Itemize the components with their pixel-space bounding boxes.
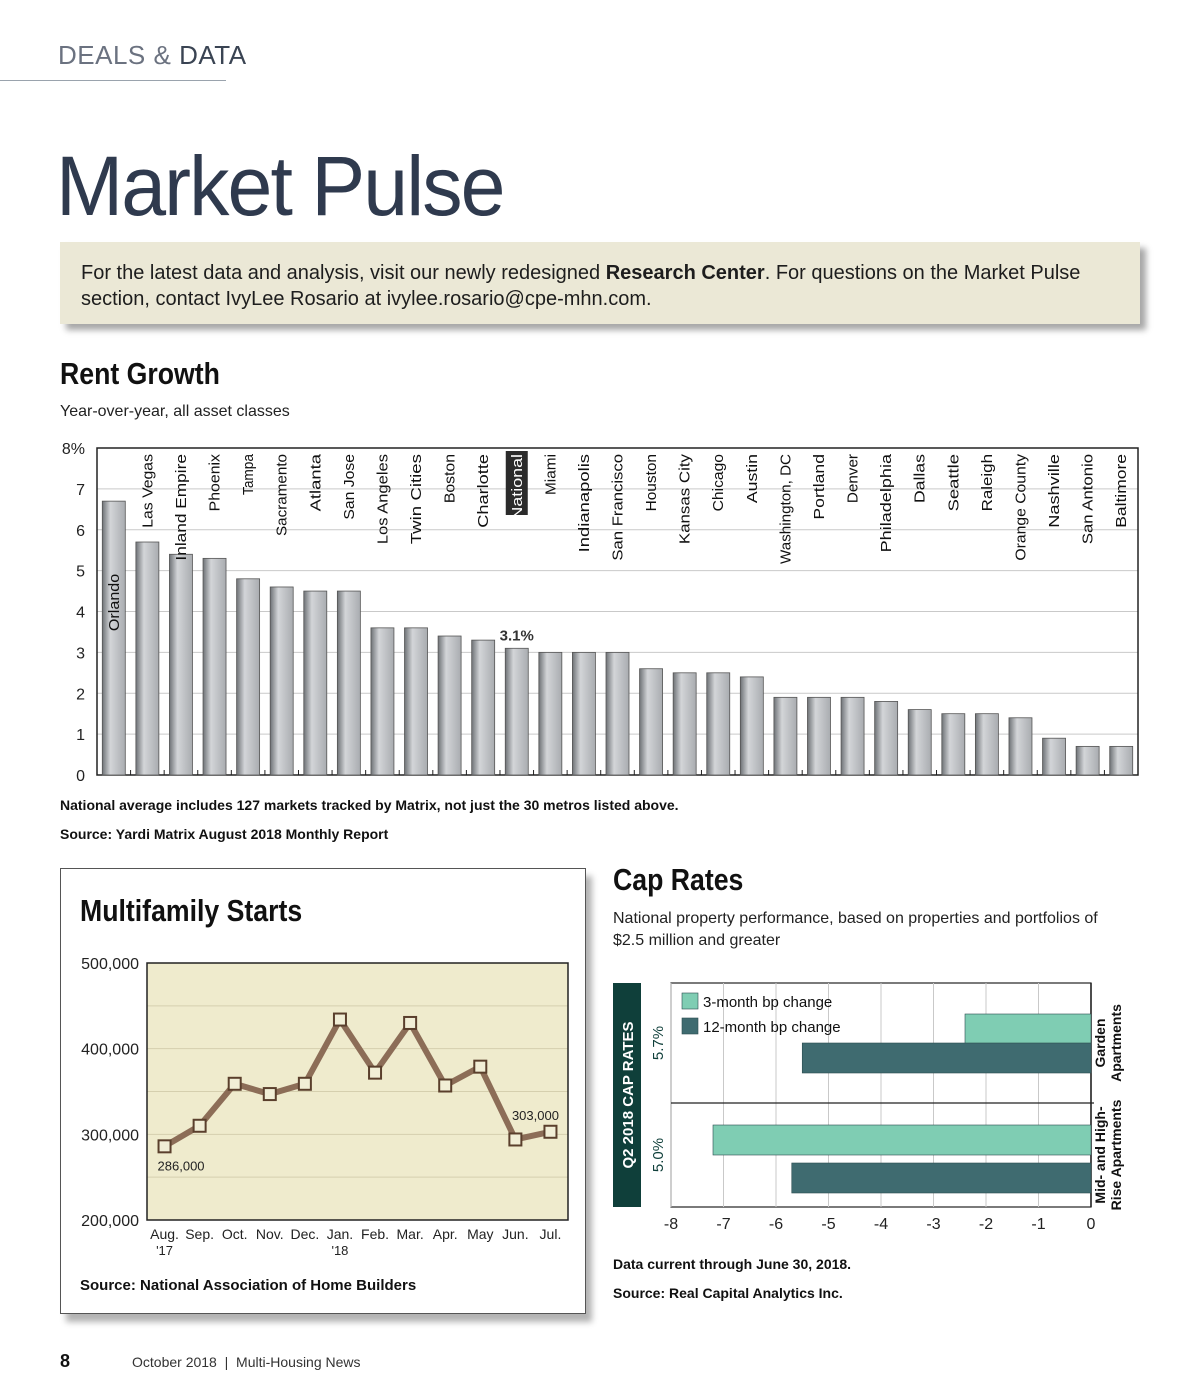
cap-legend-swatch-3-month bbox=[682, 993, 698, 1009]
rent-bar-washington-dc bbox=[774, 697, 797, 775]
rent-y-tick: 4 bbox=[76, 604, 85, 622]
page-title: Market Pulse bbox=[56, 139, 504, 233]
cap-x-tick: -3 bbox=[926, 1216, 941, 1233]
rent-category-label-sacramento: Sacramento bbox=[273, 455, 291, 536]
rent-y-tick: 0 bbox=[76, 768, 85, 785]
rent-category-label-nashville: Nashville bbox=[1046, 466, 1064, 528]
rent-bar-charlotte bbox=[472, 640, 495, 775]
cap-x-tick: -6 bbox=[768, 1216, 784, 1233]
cap-rates-subtitle-line-2: $2.5 million and greater bbox=[613, 932, 781, 949]
rent-category-label-denver: Denver bbox=[844, 454, 862, 504]
rent-bar-san-francisco bbox=[606, 652, 629, 775]
section-name-deals: DEALS & bbox=[58, 40, 172, 70]
cap-rates-chart bbox=[600, 975, 1190, 1245]
rent-bar-boston bbox=[438, 636, 461, 775]
intro-text-end: . For questions on the Market Pulse section, contact IvyLee Rosario at ivylee.rosario@cpe-mhn.com. bbox=[81, 262, 1081, 310]
cap-legend-label-12-month: 12-month bp change bbox=[703, 1019, 841, 1036]
starts-point-dec bbox=[299, 1078, 311, 1090]
rent-y-tick: 3 bbox=[76, 645, 85, 663]
rent-growth-subtitle: Year-over-year, all asset classes bbox=[60, 403, 290, 420]
rent-bar-chicago bbox=[707, 673, 730, 775]
multifamily-starts-chart bbox=[61, 949, 585, 1261]
rent-category-label-inland-empire: Inland Empire bbox=[172, 468, 190, 561]
starts-point-sep bbox=[194, 1120, 206, 1132]
rent-growth-chart bbox=[0, 430, 1200, 790]
rent-category-label-chicago: Chicago bbox=[710, 456, 728, 512]
section-header bbox=[58, 40, 247, 71]
cap-rates-source: Source: Real Capital Analytics Inc. bbox=[613, 1285, 843, 1301]
starts-x-label: Mar. bbox=[396, 1226, 424, 1242]
cap-legend-label-3-month: 3-month bp change bbox=[703, 994, 833, 1011]
rent-bar-las-vegas bbox=[136, 542, 159, 775]
rent-category-label-baltimore: Baltimore bbox=[1113, 464, 1131, 528]
rent-bar-san-jose bbox=[337, 591, 360, 775]
cap-x-tick: -5 bbox=[821, 1216, 836, 1233]
rent-growth-note: National average includes 127 markets tracked by Matrix, not just the 30 metros listed above. bbox=[60, 797, 679, 813]
rent-category-label-charlotte: Charlotte bbox=[475, 466, 493, 528]
rent-bar-dallas bbox=[908, 710, 931, 775]
rent-bar-sacramento bbox=[270, 587, 293, 775]
rent-bar-raleigh bbox=[975, 714, 998, 775]
rent-category-label-phoenix: Phoenix bbox=[206, 457, 224, 512]
cap-rates-subtitle-line-1: National property performance, based on properties and portfolios of bbox=[613, 910, 1098, 927]
starts-x-label: Oct. bbox=[221, 1226, 248, 1242]
rent-bar-tampa bbox=[237, 579, 260, 775]
rent-category-label-indianapolis: Indianapolis bbox=[575, 472, 593, 553]
rent-category-label-los-angeles: Los Angeles bbox=[374, 462, 392, 545]
rent-y-tick: 1 bbox=[76, 727, 85, 745]
starts-x-label: Jul. bbox=[539, 1226, 562, 1242]
cap-rate-value-garden: 5.7% bbox=[650, 1025, 667, 1061]
rent-y-tick: 2 bbox=[76, 686, 85, 704]
rent-category-label-austin: Austin bbox=[743, 461, 761, 504]
cap-legend-swatch-12-month bbox=[682, 1018, 698, 1034]
cap-category-label-line-2: Apartments bbox=[1108, 1004, 1124, 1082]
section-name-data: DATA bbox=[179, 40, 247, 70]
multifamily-starts-heading: Multifamily Starts bbox=[80, 893, 303, 928]
starts-x-label: Jan. bbox=[326, 1226, 354, 1242]
starts-x-label: Feb. bbox=[361, 1226, 390, 1242]
starts-point-may bbox=[474, 1061, 486, 1073]
rent-bar-inland-empire bbox=[169, 554, 192, 775]
rent-bar-atlanta bbox=[304, 591, 327, 775]
cap-rate-value-mid-and-high: 5.0% bbox=[650, 1137, 667, 1173]
rent-bar-twin-cities bbox=[405, 628, 428, 775]
footer-separator: | bbox=[224, 1354, 229, 1370]
starts-point-jul bbox=[544, 1126, 556, 1138]
rent-bar-kansas-city bbox=[673, 673, 696, 775]
starts-x-year-label: '18 bbox=[331, 1243, 349, 1258]
rent-bar-miami bbox=[539, 652, 562, 775]
starts-y-tick: 500,000 bbox=[81, 956, 139, 973]
cap-bar-mid-and-high-12-month bbox=[792, 1163, 1091, 1193]
rent-category-label-san-francisco: San Francisco bbox=[609, 464, 627, 561]
starts-point-jun bbox=[509, 1133, 521, 1145]
starts-last-value-label: 303,000 bbox=[511, 1107, 559, 1123]
rent-category-label-atlanta: Atlanta bbox=[307, 464, 325, 512]
footer-issue bbox=[132, 1354, 361, 1370]
rent-category-label-dallas: Dallas bbox=[911, 461, 929, 504]
starts-y-tick: 400,000 bbox=[81, 1041, 139, 1059]
starts-point-feb bbox=[369, 1067, 381, 1079]
intro-text bbox=[81, 260, 1121, 312]
rent-bar-seattle bbox=[942, 714, 965, 775]
rent-y-tick: 8% bbox=[61, 441, 85, 458]
cap-rates-subtitle bbox=[613, 908, 1173, 952]
multifamily-starts-box bbox=[60, 868, 586, 1314]
starts-x-label: Sep. bbox=[185, 1226, 215, 1242]
cap-category-label-line-2: Rise Apartments bbox=[1108, 1099, 1124, 1211]
rent-bar-orlando bbox=[102, 501, 125, 775]
rent-category-label-orange-county: Orange County bbox=[1012, 458, 1030, 561]
cap-x-tick: -7 bbox=[716, 1216, 731, 1233]
intro-box bbox=[60, 242, 1140, 324]
footer-publication: Multi-Housing News bbox=[236, 1354, 361, 1370]
rent-bar-phoenix bbox=[203, 558, 226, 775]
starts-y-tick: 200,000 bbox=[81, 1213, 139, 1230]
multifamily-starts-source: Source: National Association of Home Builders bbox=[80, 1277, 417, 1294]
rent-growth-heading: Rent Growth bbox=[60, 356, 220, 391]
starts-point-aug bbox=[159, 1140, 171, 1152]
starts-point-oct bbox=[229, 1078, 241, 1090]
starts-x-label: May bbox=[467, 1226, 494, 1242]
rent-bar-san-antonio bbox=[1076, 746, 1099, 775]
rent-category-label-raleigh: Raleigh bbox=[978, 460, 996, 512]
starts-x-label: Apr. bbox=[432, 1226, 458, 1242]
rent-y-tick: 5 bbox=[76, 563, 85, 581]
rent-category-label-seattle: Seattle bbox=[945, 464, 963, 512]
starts-y-tick: 300,000 bbox=[81, 1127, 139, 1145]
cap-rates-heading: Cap Rates bbox=[613, 862, 744, 897]
rent-category-label-kansas-city: Kansas City bbox=[676, 464, 694, 545]
rent-bar-orange-county bbox=[1009, 718, 1032, 775]
rent-bar-houston bbox=[640, 669, 663, 775]
rent-category-label-las-vegas: Las Vegas bbox=[139, 457, 157, 528]
cap-x-tick: -2 bbox=[978, 1216, 994, 1233]
starts-x-label: Nov. bbox=[255, 1226, 284, 1242]
rent-bar-portland bbox=[807, 697, 830, 775]
starts-point-nov bbox=[264, 1088, 276, 1100]
research-center-link[interactable]: Research Center bbox=[605, 262, 765, 284]
starts-x-label: Aug. bbox=[150, 1226, 179, 1242]
cap-side-title: Q2 2018 CAP RATES bbox=[620, 1021, 637, 1169]
rent-category-label-houston: Houston bbox=[643, 455, 661, 512]
rent-bar-national bbox=[505, 648, 528, 775]
rent-y-tick: 6 bbox=[76, 522, 85, 540]
cap-x-tick: -1 bbox=[1031, 1216, 1046, 1233]
rent-category-label-boston: Boston bbox=[441, 456, 459, 504]
rent-bar-denver bbox=[841, 697, 864, 775]
rent-category-label-san-antonio: San Antonio bbox=[1079, 463, 1097, 545]
starts-x-label: Dec. bbox=[290, 1226, 320, 1242]
rent-category-label-san-jose: San Jose bbox=[340, 457, 358, 520]
rent-category-label-national: National bbox=[508, 464, 526, 520]
starts-x-label: Jun. bbox=[502, 1226, 529, 1242]
starts-first-value-label: 286,000 bbox=[157, 1158, 205, 1174]
rent-bar-austin bbox=[740, 677, 763, 775]
cap-bar-mid-and-high-3-month bbox=[713, 1125, 1091, 1155]
rent-category-label-tampa: Tampa bbox=[240, 449, 258, 495]
rent-bar-indianapolis bbox=[572, 652, 595, 775]
rent-bar-baltimore bbox=[1110, 746, 1133, 775]
cap-category-label-line-1: Garden bbox=[1092, 1018, 1108, 1068]
rent-y-tick: 7 bbox=[76, 481, 85, 499]
rent-category-label-miami: Miami bbox=[542, 455, 560, 495]
cap-x-tick: 0 bbox=[1086, 1216, 1096, 1233]
rent-category-label-orlando: Orlando bbox=[105, 577, 123, 632]
cap-x-tick: -4 bbox=[873, 1216, 889, 1233]
national-value-label: 3.1% bbox=[499, 627, 534, 645]
header-divider bbox=[0, 80, 226, 81]
starts-point-jan bbox=[334, 1014, 346, 1026]
page-number: 8 bbox=[60, 1351, 71, 1371]
rent-bar-los-angeles bbox=[371, 628, 394, 775]
rent-bar-nashville bbox=[1043, 738, 1066, 775]
intro-text-start: For the latest data and analysis, visit our newly redesigned bbox=[81, 262, 606, 284]
starts-point-mar bbox=[404, 1017, 416, 1029]
cap-x-tick: -8 bbox=[663, 1216, 679, 1233]
rent-growth-source: Source: Yardi Matrix August 2018 Monthly Report bbox=[60, 826, 389, 842]
starts-x-year-label: '17 bbox=[156, 1243, 174, 1258]
cap-bar-garden-12-month bbox=[802, 1043, 1091, 1073]
cap-category-label-line-1: Mid- and High- bbox=[1092, 1106, 1108, 1204]
rent-bar-philadelphia bbox=[875, 701, 898, 775]
starts-point-apr bbox=[439, 1080, 451, 1092]
rent-category-label-philadelphia: Philadelphia bbox=[878, 470, 896, 553]
footer-date: October 2018 bbox=[132, 1354, 217, 1370]
cap-rates-note: Data current through June 30, 2018. bbox=[613, 1256, 852, 1272]
rent-category-label-portland: Portland bbox=[810, 463, 828, 520]
rent-category-label-washington-dc: Washington, DC bbox=[777, 455, 795, 564]
rent-category-label-twin-cities: Twin Cities bbox=[408, 471, 426, 545]
cap-bar-garden-3-month bbox=[965, 1014, 1091, 1044]
